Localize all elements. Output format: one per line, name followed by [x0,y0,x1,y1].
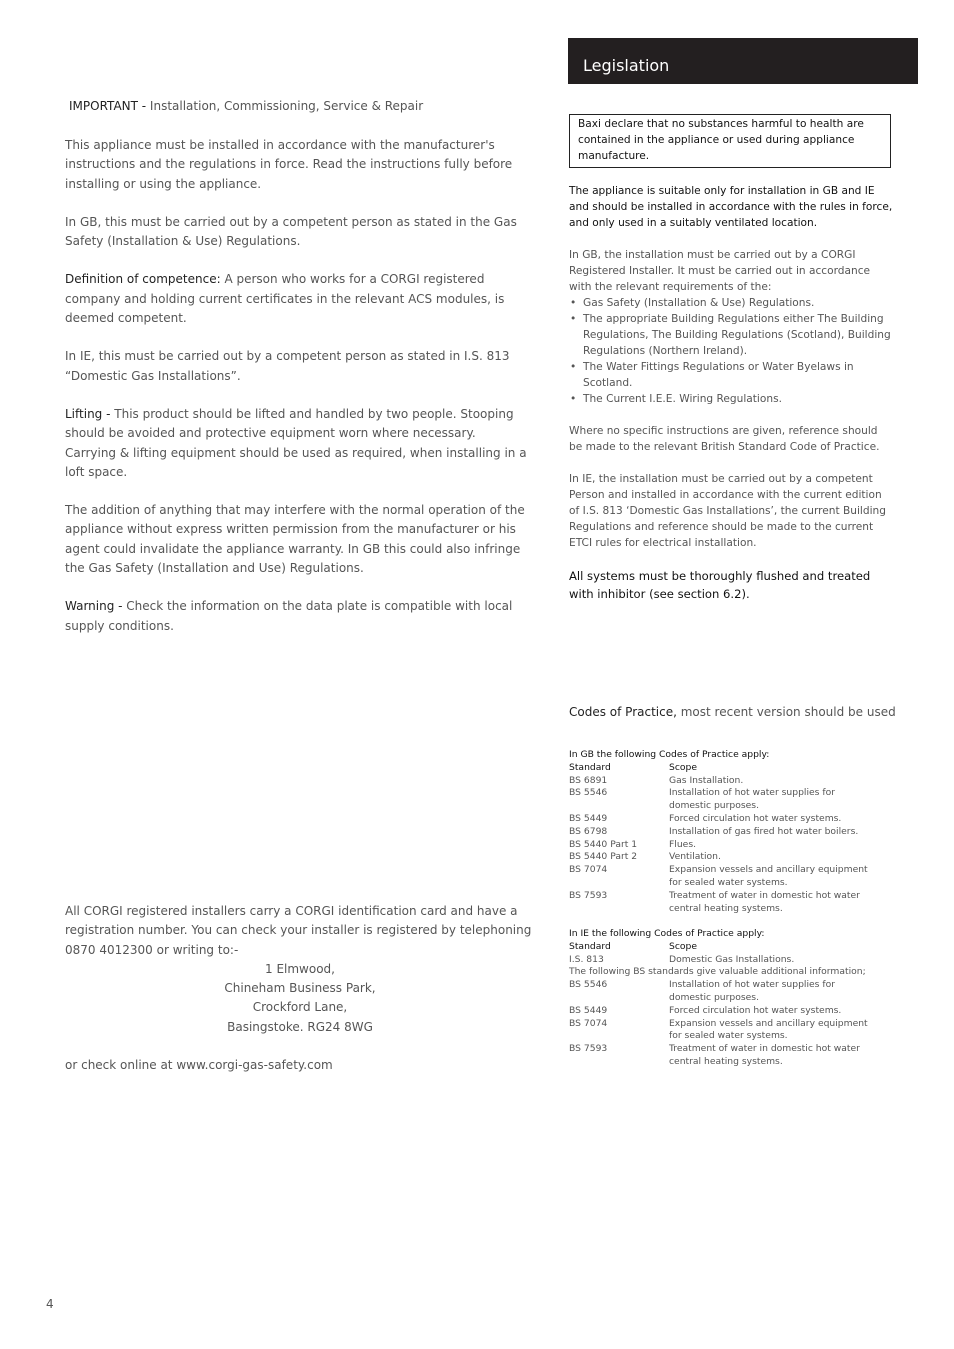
scope-cell: Treatment of water in domestic hot water central heating systems. [669,1043,860,1067]
scope-cell: Expansion vessels and ancillary equipment for sealed water systems. [669,1017,868,1042]
corgi-address [65,960,535,1037]
paragraph-warning [65,597,530,636]
list-item: • The appropriate Building Regulations either The Building Regulations, The Building Regulations (Scotland), Building Regulations (Northern Ireland). [569,311,893,359]
where-no-instructions: Where no specific instructions are given, reference should be made to the relevant British Standard Code of Practice. [569,425,880,453]
scope-cell: Installation of hot water supplies for domestic purposes. [669,787,836,812]
table-row [569,890,869,916]
scope-cell: Forced circulation hot water systems. [669,1004,842,1016]
table-row [569,813,869,826]
scope-cell: Installation of hot water supplies for domestic purposes. [669,979,836,1003]
corgi-intro: All CORGI registered installers carry a CORGI identification card and have a registration number. You can check your installer is registered by telephoning 0870 4012300 or writing to:- [65,904,532,957]
list-item: • Gas Safety (Installation & Use) Regulations. [569,295,893,311]
important-heading [69,97,423,116]
standard-cell: BS 6891 [569,774,608,786]
standard-cell: I.S. 813 [569,953,604,965]
col-standard: Standard [569,940,611,952]
substances-notice: Baxi declare that no substances harmful to health are contained in the appliance or used during appliance manufacture. [578,118,864,162]
address-line: 1 Elmwood, [265,961,335,976]
col-scope: Scope [669,940,697,952]
warning-lead: Warning - [65,599,127,614]
installation-notes [65,136,530,655]
paragraph-lifting [65,405,530,482]
standard-cell: BS 7074 [569,864,608,876]
gb-requirements-list [569,295,893,407]
table-header [569,941,869,954]
codes-heading-lead: Codes of Practice, [569,705,677,719]
codes-heading [569,705,896,719]
scope-cell: Expansion vessels and ancillary equipment for sealed water systems. [669,864,868,888]
flushing-statement: All systems must be thoroughly flushed and treated with inhibitor (see section 6.2). [569,569,871,601]
scope-cell: Treatment of water in domestic hot water central heating systems. [669,889,860,914]
ie-additional-note: The following BS standards give valuable additional information; [569,966,866,978]
table-row [569,864,869,890]
scope-cell: Installation of gas fired hot water boilers. [669,825,859,837]
paragraph-install-instructions: This appliance must be installed in accordance with the manufacturer's instructions and the regulations in force. Read the instructions fully before installing or using the appliance. [65,138,513,191]
paragraph-warranty: The addition of anything that may interfere with the normal operation of the appliance without express written permission from the manufacturer or his agent could invalidate the appliance warranty. In GB this could also infringe the Gas Safety (Installation and Use) Regulations. [65,503,525,576]
legislation-header [568,38,918,84]
table-row [569,1043,869,1069]
lifting-text: This product should be lifted and handled by two people. Stooping should be avoided and protective equipment worn where necessary. Carrying & lifting equipment should be used as required, when installing in a loft space. [65,406,527,479]
suitability-statement: The appliance is suitable only for installation in GB and IE and should be installed in accordance with the rules in force, and only used in a suitably ventilated location. [569,185,893,229]
gb-installation-intro: In GB, the installation must be carried out by a CORGI Registered Installer. It must be carried out in accordance with the relevant requirements of the: [569,249,871,293]
definition-text: A person who works for a CORGI registered company and holding current certificates in the relevant ACS modules, is deemed competent. [65,272,505,326]
col-standard: Standard [569,761,611,773]
scope-cell: Ventilation. [669,851,721,863]
table-row [569,954,869,967]
page-number: 4 [46,1297,54,1311]
legislation-body [569,183,893,603]
standard-cell: BS 5449 [569,1004,608,1016]
table-row [569,826,869,839]
address-line: Crockford Lane, [252,1000,348,1015]
scope-cell: Flues. [669,838,697,850]
gb-codes-title: In GB the following Codes of Practice apply: [569,749,770,760]
ie-codes-title: In IE the following Codes of Practice apply: [569,928,765,939]
table-row [569,1005,869,1018]
important-text: Installation, Commissioning, Service & Repair [149,99,424,113]
definition-lead: Definition of competence: [65,272,221,287]
codes-heading-text: most recent version should be used [676,705,896,719]
corgi-online: or check online at www.corgi-gas-safety.com [65,1058,333,1073]
standard-cell: BS 5546 [569,979,608,991]
table-row [569,979,869,1005]
standard-cell: BS 7074 [569,1017,608,1029]
legislation-title: Legislation [583,56,670,75]
table-row [569,851,869,864]
standard-cell: BS 6798 [569,825,608,837]
standard-cell: BS 7593 [569,1043,608,1055]
paragraph-gb-competent: In GB, this must be carried out by a competent person as stated in the Gas Safety (Installation & Use) Regulations. [65,214,517,249]
corgi-section [65,902,535,1075]
table-row [569,787,869,813]
warning-text: Check the information on the data plate is compatible with local supply conditions. [65,599,513,633]
scope-cell: Forced circulation hot water systems. [669,812,842,824]
ie-installation: In IE, the installation must be carried out by a competent Person and installed in accordance with the current edition of I.S. 813 ‘Domestic Gas Installations’, the current Building Regulations and reference should be made to the current ETCI rules for electrical installation. [569,473,886,549]
table-row [569,839,869,852]
col-scope: Scope [669,761,697,773]
table-header [569,762,869,775]
standard-cell: BS 5440 Part 1 [569,838,638,850]
substances-notice-box [569,114,891,168]
scope-cell: Gas Installation. [669,774,744,786]
standard-cell: BS 7593 [569,889,608,901]
lifting-lead: Lifting - [65,406,115,421]
important-lead: IMPORTANT - [69,99,150,113]
table-row [569,1018,869,1044]
scope-cell: Domestic Gas Installations. [669,953,795,965]
ie-codes-table [569,928,869,1069]
table-row [569,775,869,788]
address-line: Basingstoke. RG24 8WG [227,1019,373,1034]
list-item: • The Water Fittings Regulations or Water Byelaws in Scotland. [569,359,893,391]
address-line: Chineham Business Park, [224,981,376,996]
paragraph-ie-competent: In IE, this must be carried out by a competent person as stated in I.S. 813 “Domestic Gas Installations”. [65,349,510,383]
list-item: • The Current I.E.E. Wiring Regulations. [569,391,893,407]
standard-cell: BS 5449 [569,812,608,824]
gb-codes-table [569,749,869,915]
standard-cell: BS 5440 Part 2 [569,851,638,863]
paragraph-definition-competence [65,270,530,328]
standard-cell: BS 5546 [569,787,608,799]
